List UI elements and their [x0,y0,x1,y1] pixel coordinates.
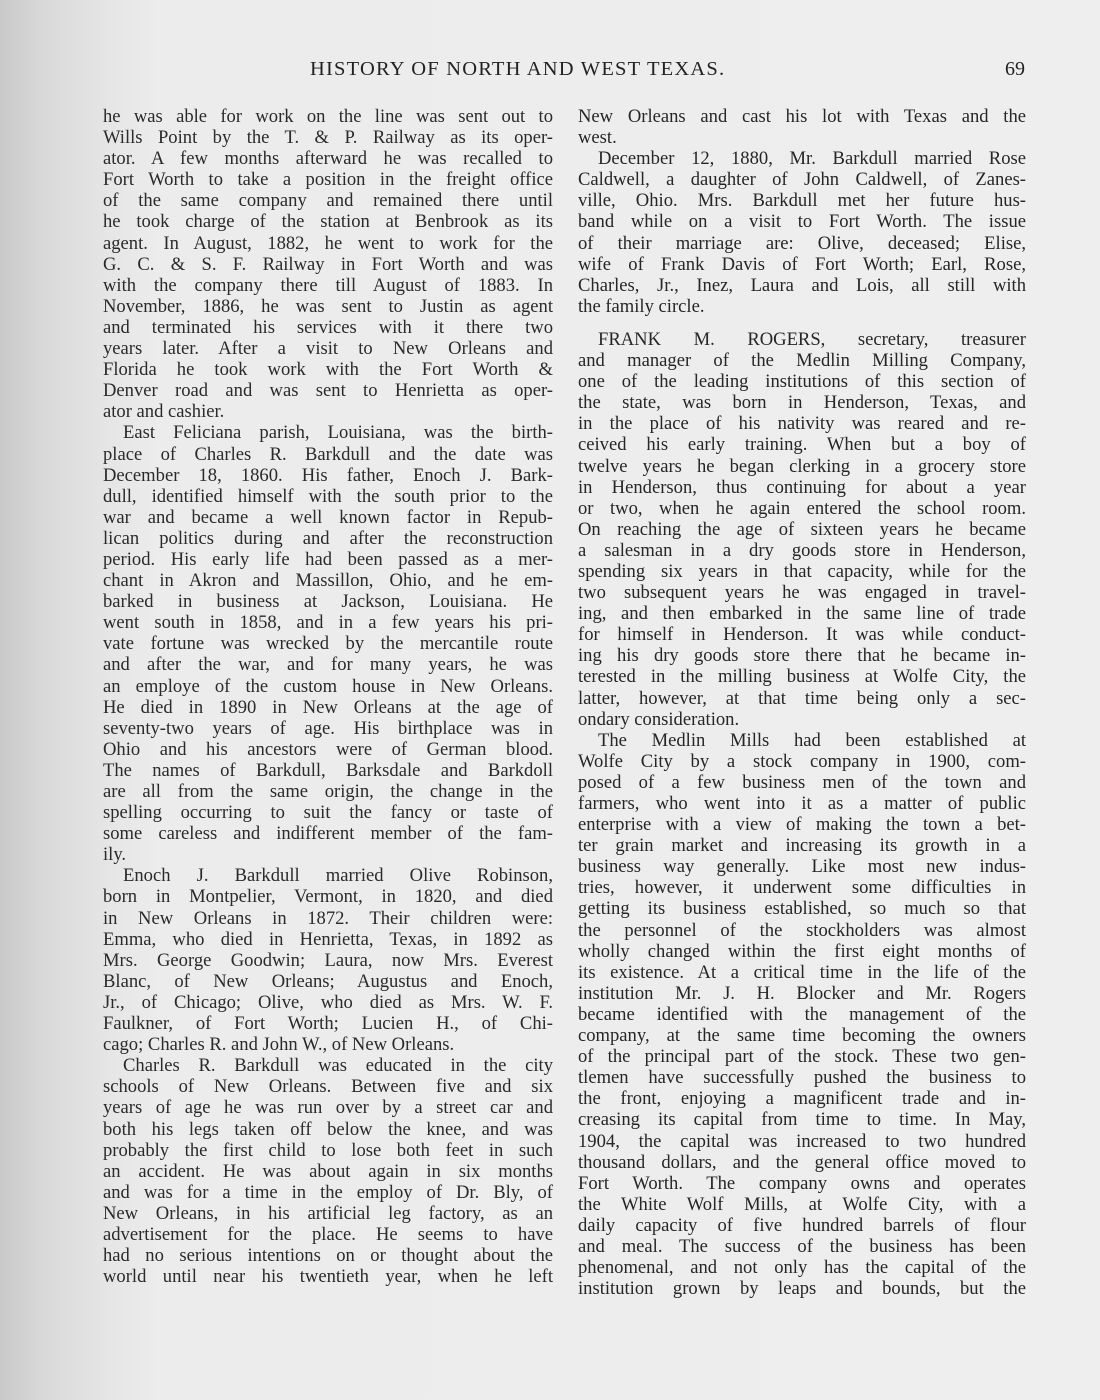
text-line: Ohio and his ancestors were of German blood. [103,738,553,760]
text-line: probably the first child to lose both feet in such [103,1139,553,1161]
text-line: both his legs taken off below the knee, and was [103,1118,553,1140]
text-line: and meal. The success of the business has been [578,1235,1026,1257]
text-line: Denver road and was sent to Henrietta as oper- [103,380,553,402]
text-line: 1904, the capital was increased to two hundred [578,1130,1026,1152]
text-line: December 18, 1860. His father, Enoch J. Bark- [103,464,553,486]
text-line: enterprise with a view of making the town a bet- [578,814,1026,836]
text-line: creasing its capital from time to time. In May, [578,1109,1026,1131]
text-line: and terminated his services with it there two [103,316,553,338]
text-line: The names of Barkdull, Barksdale and Barkdoll [103,759,553,781]
paragraph [103,1055,553,1287]
text-line: Jr., of Chicago; Olive, who died as Mrs. W. F. [103,991,553,1013]
text-line: vate fortune was wrecked by the mercantile route [103,633,553,655]
text-line: an accident. He was about again in six months [103,1160,553,1182]
text-line: dull, identified himself with the south prior to the [103,485,553,507]
text-line: years of age he was run over by a street car and [103,1097,553,1119]
text-line: place of Charles R. Barkdull and the date was [103,443,553,465]
text-line: barked in business at Jackson, Louisiana. He [103,591,553,613]
text-line: terested in the milling business at Wolfe City, the [578,666,1026,688]
text-line: wholly changed within the first eight months of [578,940,1026,962]
text-line: seventy-two years of age. His birthplace was in [103,717,553,739]
text-line: the White Wolf Mills, at Wolfe City, with a [578,1193,1026,1215]
text-line: spelling occurring to suit the fancy or taste of [103,802,553,824]
text-line: G. C. & S. F. Railway in Fort Worth and was [103,253,553,275]
text-line: an employe of the custom house in New Orleans. [103,675,553,697]
text-line: institution grown by leaps and bounds, but the [578,1278,1026,1300]
text-line: with the company there till August of 1883. In [103,274,553,296]
text-line: the state, was born in Henderson, Texas, and [578,392,1026,414]
text-line: Fort Worth to take a position in the freight office [103,169,553,191]
text-line: ter grain market and increasing its growth in a [578,835,1026,857]
text-line: East Feliciana parish, Louisiana, was the birth- [123,422,553,444]
text-line: Fort Worth. The company owns and operates [578,1172,1026,1194]
paragraph [578,329,1026,730]
running-title: HISTORY OF NORTH AND WEST TEXAS. [310,58,726,80]
page-number: 69 [1005,58,1025,80]
text-line: one of the leading institutions of this section of [578,371,1026,393]
text-line: ing, and then embarked in the same line of trade [578,603,1026,625]
text-line: posed of a few business men of the town and [578,771,1026,793]
text-line: Enoch J. Barkdull married Olive Robinson, [123,865,553,887]
text-line: spending six years in that capacity, while for the [578,560,1026,582]
text-line: tlemen have successfully pushed the business to [578,1067,1026,1089]
text-line: schools of New Orleans. Between five and six [103,1076,553,1098]
text-line: ily. [103,844,127,866]
text-line: New Orleans, in his artificial leg factory, as an [103,1202,553,1224]
text-line: November, 1886, he was sent to Justin as agent [103,295,553,317]
text-line: Blanc, of New Orleans; Augustus and Enoch, [103,970,553,992]
text-line: and manager of the Medlin Milling Company, [578,350,1026,372]
text-line: world until near his twentieth year, when he left [103,1266,553,1288]
text-line: and after the war, and for many years, he was [103,654,553,676]
text-line: the personnel of the stockholders was almost [578,919,1026,941]
text-line: years later. After a visit to New Orleans and [103,338,553,360]
text-line: daily capacity of five hundred barrels of flour [578,1214,1026,1236]
text-line: thousand dollars, and the general office moved to [578,1151,1026,1173]
text-line: in New Orleans in 1872. Their children were: [103,907,553,929]
text-line: latter, however, at that time being only a sec- [578,687,1026,709]
text-line: Wills Point by the T. & P. Railway as its oper- [103,127,553,149]
text-line: ville, Ohio. Mrs. Barkdull met her future hus- [578,190,1026,212]
page-header [0,58,1100,88]
text-line: New Orleans and cast his lot with Texas and the [578,106,1026,127]
text-line: a salesman in a dry goods store in Henderson, [578,539,1026,561]
paragraph [103,865,553,1055]
text-line: and was for a time in the employ of Dr. Bly, of [103,1181,553,1203]
text-line: The Medlin Mills had been established at [598,729,1026,751]
text-line: December 12, 1880, Mr. Barkdull married Rose [598,148,1026,170]
text-line: phenomenal, and not only has the capital of the [578,1257,1026,1279]
text-line: west. [578,127,617,149]
paragraph [578,106,1026,148]
text-line: FRANK M. ROGERS, secretary, treasurer [598,328,1026,350]
text-line: period. His early life had been passed as a mer- [103,548,553,570]
text-line: band while on a visit to Fort Worth. The issue [578,211,1026,233]
text-line: became identified with the management of the [578,1003,1026,1025]
text-line: are all from the same origin, the change in the [103,781,553,802]
paragraph-gap [578,317,1026,329]
paragraph [578,148,1026,317]
text-line: in Henderson, thus continuing for about a year [578,476,1026,498]
text-line: ondary consideration. [578,708,740,730]
text-line: twelve years he began clerking in a grocery store [578,455,1026,477]
text-line: he was able for work on the line was sent out to [103,106,553,127]
left-column [103,106,553,1287]
text-line: or two, when he again entered the school room. [578,497,1026,519]
text-line: for himself in Henderson. It was while conduct- [578,624,1026,646]
text-line: two subsequent years he was engaged in travel- [578,582,1026,604]
text-line: its existence. At a critical time in the life of the [578,961,1026,983]
text-line: of their marriage are: Olive, deceased; Elise, [578,232,1026,254]
text-line: ator. A few months afterward he was recalled to [103,148,553,170]
text-line: institution Mr. J. H. Blocker and Mr. Rogers [578,982,1026,1004]
text-line: Faulkner, of Fort Worth; Lucien H., of Chi- [103,1013,553,1035]
text-line: company, at the same time becoming the owners [578,1025,1026,1047]
text-line: chant in Akron and Massillon, Ohio, and he em- [103,570,553,592]
text-line: of the principal part of the stock. These two gen- [578,1046,1026,1068]
text-line: ceived his early training. When but a boy of [578,434,1026,456]
text-line: On reaching the age of sixteen years he became [578,518,1026,540]
text-line: Charles R. Barkdull was educated in the city [123,1055,553,1077]
text-line: ing his dry goods store there that he became in- [578,645,1026,667]
text-line: Emma, who died in Henrietta, Texas, in 1892 as [103,928,553,950]
text-line: wife of Frank Davis of Fort Worth; Earl, Rose, [578,253,1026,275]
text-line: Mrs. George Goodwin; Laura, now Mrs. Everest [103,949,553,971]
text-line: in the place of his nativity was reared and re- [578,413,1026,435]
paragraph [103,106,553,422]
text-line: of the same company and remained there until [103,190,553,212]
text-line: Florida he took work with the Fort Worth & [103,359,553,381]
text-line: advertisement for the place. He seems to have [103,1223,553,1245]
text-line: tries, however, it underwent some difficulties in [578,877,1026,899]
right-column [578,106,1026,1299]
text-line: farmers, who went into it as a matter of public [578,793,1026,814]
text-line: went south in 1858, and in a few years his pri- [103,612,553,634]
text-line: born in Montpelier, Vermont, in 1820, and died [103,886,553,908]
text-line: some careless and indifferent member of the fam- [103,823,553,845]
text-line: lican politics during and after the reconstruction [103,527,553,549]
text-line: cago; Charles R. and John W., of New Orleans. [103,1034,455,1056]
text-line: had no serious intentions on or thought about the [103,1245,553,1267]
text-line: he took charge of the station at Benbrook as its [103,211,553,233]
paragraph [578,730,1026,1300]
text-line: agent. In August, 1882, he went to work for the [103,232,553,254]
paragraph [103,422,553,865]
text-line: getting its business established, so much so that [578,898,1026,920]
text-line: ator and cashier. [103,401,225,423]
text-line: the front, enjoying a magnificent trade and in- [578,1088,1026,1110]
text-line: Charles, Jr., Inez, Laura and Lois, all still with [578,274,1026,296]
text-line: war and became a well known factor in Repub- [103,506,553,528]
text-line: business way generally. Like most new indus- [578,856,1026,878]
text-line: Wolfe City by a stock company in 1900, com- [578,750,1026,772]
text-line: Caldwell, a daughter of John Caldwell, of Zanes- [578,169,1026,191]
text-line: the family circle. [578,295,705,317]
text-line: He died in 1890 in New Orleans at the age of [103,696,553,718]
